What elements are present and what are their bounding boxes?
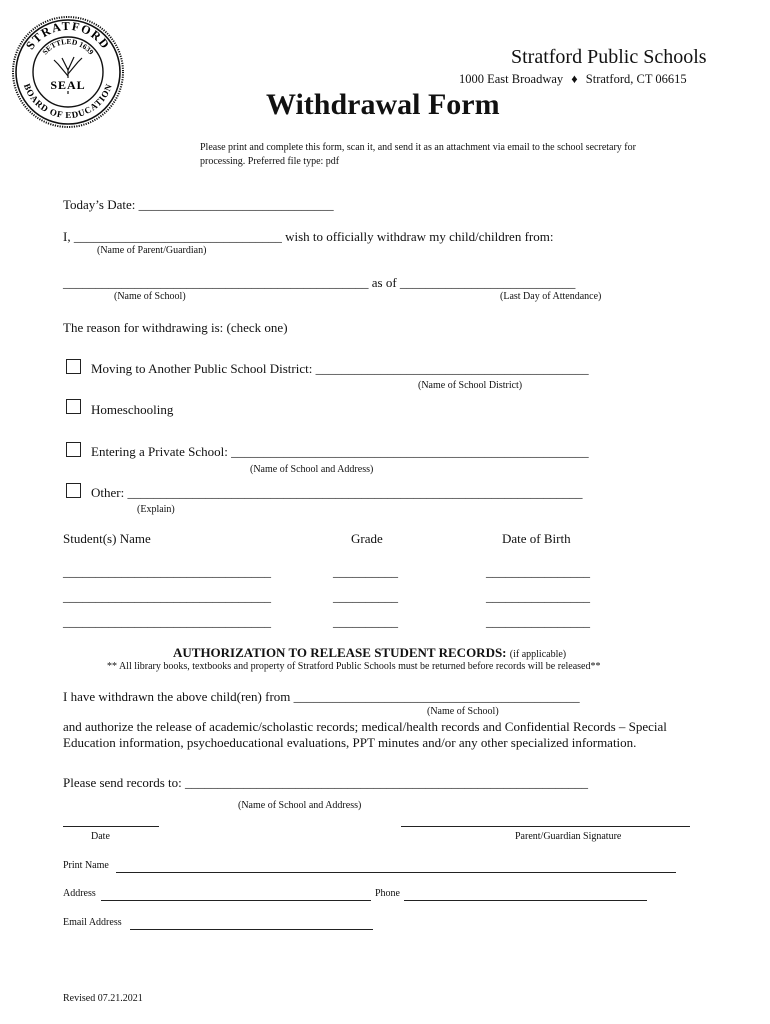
parent-name-field[interactable]: I, ________________________________ wish to officially withdraw my child/children from: (63, 229, 554, 244)
address-street: 1000 East Broadway (459, 72, 564, 86)
address-label: Address (63, 888, 96, 899)
date-label: Date (91, 831, 110, 842)
student-name-field[interactable]: ________________________________ (63, 589, 271, 604)
other-checkbox[interactable] (66, 483, 81, 498)
homeschool-option: Homeschooling (91, 402, 174, 417)
org-name: Stratford Public Schools (511, 46, 707, 68)
moving-checkbox[interactable] (66, 359, 81, 374)
student-grade-field[interactable]: __________ (333, 614, 398, 629)
send-records-caption: (Name of School and Address) (238, 800, 362, 811)
student-dob-field[interactable]: ________________ (486, 589, 590, 604)
send-records-field[interactable]: Please send records to: ______________________________________________________________ (63, 775, 589, 790)
parent-name-caption: (Name of Parent/Guardian) (97, 245, 207, 256)
authorization-heading-text: AUTHORIZATION TO RELEASE STUDENT RECORDS: (173, 645, 507, 660)
board-of-education-seal (12, 16, 124, 128)
school-name-caption: (Name of School) (114, 291, 186, 302)
last-day-caption: (Last Day of Attendance) (500, 291, 602, 302)
authorize-text-line-2: Education information, psychoeducational evaluations, PPT minutes and/or any other specialized information. (63, 735, 637, 750)
instructions: Please print and complete this form, scan it, and send it as an attachment via email to the school secretary for (200, 142, 636, 153)
print-name-field[interactable] (116, 872, 676, 873)
withdrawn-school-caption: (Name of School) (427, 706, 499, 717)
print-name-label: Print Name (63, 860, 109, 871)
org-address (459, 72, 687, 87)
return-property-notice: ** All library books, textbooks and property of Stratford Public Schools must be returned before records will be released** (107, 661, 601, 672)
svg-text:SETTLED 1639: SETTLED 1639 (40, 36, 96, 57)
svg-text:SEAL: SEAL (50, 78, 86, 92)
email-label: Email Address (63, 917, 122, 928)
svg-text:BOARD OF EDUCATION: BOARD OF EDUCATION (21, 82, 115, 121)
form-title: Withdrawal Form (266, 88, 500, 121)
student-dob-field[interactable]: ________________ (486, 614, 590, 629)
todays-date-field[interactable]: Today’s Date: ______________________________ (63, 197, 334, 212)
private-school-caption: (Name of School and Address) (250, 464, 374, 475)
phone-label: Phone (375, 888, 400, 899)
dob-header: Date of Birth (502, 531, 571, 546)
private-school-checkbox[interactable] (66, 442, 81, 457)
student-grade-field[interactable]: __________ (333, 564, 398, 579)
student-grade-field[interactable]: __________ (333, 589, 398, 604)
authorization-heading (173, 645, 566, 661)
svg-text:STRATFORD: STRATFORD (22, 18, 114, 53)
school-and-date-field[interactable]: _______________________________________________ as of ___________________________ (63, 275, 576, 290)
other-option: Other: ______________________________________________________________________ (91, 485, 583, 500)
signature-label: Parent/Guardian Signature (515, 831, 622, 842)
student-name-header: Student(s) Name (63, 531, 151, 546)
phone-field[interactable] (404, 900, 647, 901)
student-dob-field[interactable]: ________________ (486, 564, 590, 579)
address-field[interactable] (101, 900, 371, 901)
revised-date: Revised 07.21.2021 (63, 993, 143, 1004)
student-name-field[interactable]: ________________________________ (63, 564, 271, 579)
authorize-text: and authorize the release of academic/scholastic records; medical/health records and Confidential Records – Special (63, 719, 667, 734)
moving-option: Moving to Another Public School District: __________________________________________ (91, 361, 589, 376)
authorization-heading-note: (if applicable) (509, 649, 567, 660)
homeschool-checkbox[interactable] (66, 399, 81, 414)
explain-caption: (Explain) (137, 504, 175, 515)
withdrawn-from-field[interactable]: I have withdrawn the above child(ren) from ____________________________________________ (63, 689, 580, 704)
diamond-icon: ♦ (571, 72, 578, 86)
parent-signature-line[interactable] (401, 826, 690, 827)
reason-label: The reason for withdrawing is: (check one) (63, 320, 288, 335)
address-city: Stratford, CT 06615 (585, 72, 687, 86)
private-school-option: Entering a Private School: _______________________________________________________ (91, 444, 589, 459)
school-district-caption: (Name of School District) (418, 380, 523, 391)
student-name-field[interactable]: ________________________________ (63, 614, 271, 629)
grade-header: Grade (351, 531, 383, 546)
email-field[interactable] (130, 929, 373, 930)
date-signature-line[interactable] (63, 826, 159, 827)
instructions-line-2: processing. Preferred file type: pdf (200, 156, 340, 167)
